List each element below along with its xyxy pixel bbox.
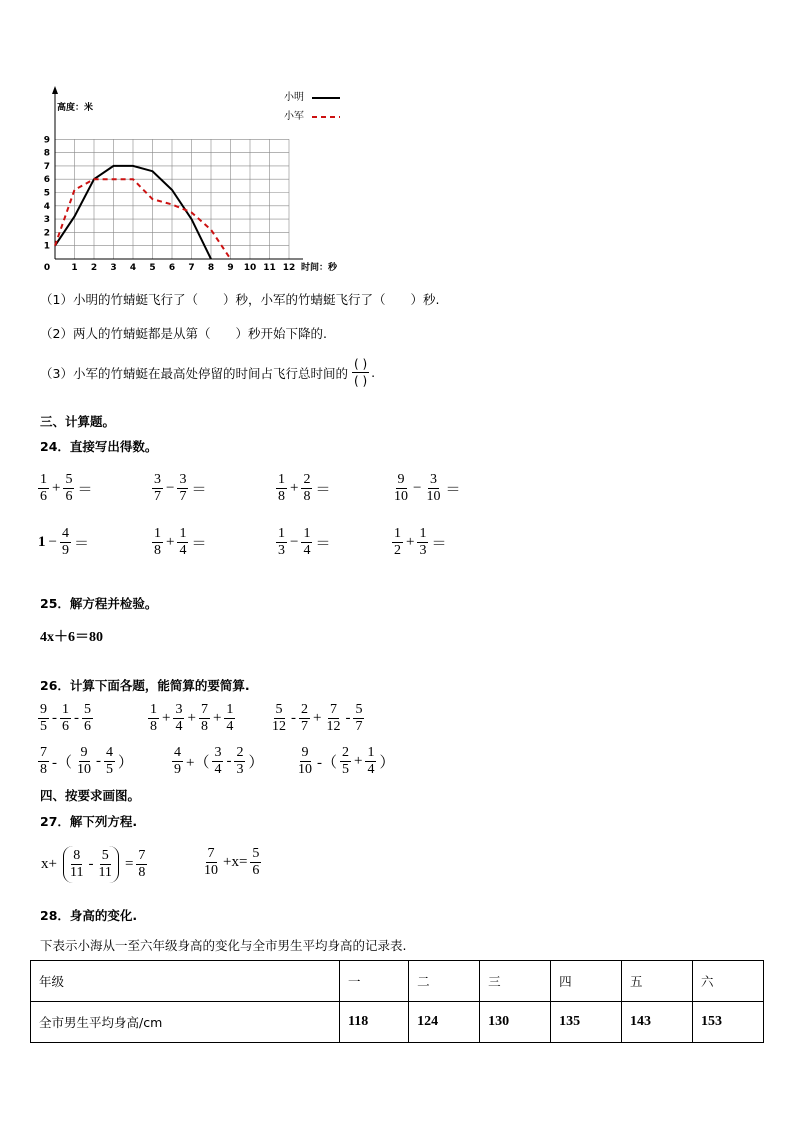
fraction xyxy=(173,702,184,735)
operator: ＝ xyxy=(191,536,207,552)
operator: - xyxy=(74,710,79,726)
denominator: 8 xyxy=(200,719,208,734)
q24-expression xyxy=(152,526,209,559)
operator: ＝ xyxy=(77,482,93,498)
operator: - xyxy=(52,710,57,726)
operator: +（ xyxy=(186,755,210,771)
blank-denominator: ( ) xyxy=(353,374,368,388)
section-3-heading: 三、计算题。 xyxy=(40,414,116,429)
x-tick-label: 5 xyxy=(149,263,156,273)
table-cell: 124 xyxy=(409,1002,480,1043)
x-tick-label: 9 xyxy=(227,263,234,273)
question-26: 26．计算下面各题，能简算的要简算. xyxy=(40,678,250,693)
numerator: 5 xyxy=(275,702,283,717)
fraction xyxy=(276,526,287,559)
denominator: 3 xyxy=(236,762,244,777)
table-cell: 四 xyxy=(551,961,622,1002)
q24-expression xyxy=(392,526,449,559)
q24-expression xyxy=(276,472,333,505)
operator: ＝ xyxy=(315,482,331,498)
operator: + xyxy=(166,534,175,550)
blank-fraction xyxy=(352,356,369,389)
fraction xyxy=(212,745,223,778)
fraction xyxy=(63,472,74,505)
fraction xyxy=(152,526,163,559)
numerator: 5 xyxy=(355,702,363,717)
fraction xyxy=(301,526,312,559)
fraction xyxy=(365,745,376,778)
equation-27-2 xyxy=(202,846,261,879)
fraction xyxy=(424,472,442,505)
x-tick-label: 0 xyxy=(43,263,51,273)
operator: -（ xyxy=(317,755,337,771)
operator: + xyxy=(187,710,196,726)
question-3-end: . xyxy=(371,365,376,380)
fraction xyxy=(392,526,403,559)
numerator: 7 xyxy=(207,846,215,861)
operator: + xyxy=(212,710,222,726)
numerator: 9 xyxy=(80,745,88,760)
denominator: 7 xyxy=(154,489,161,504)
numerator: 4 xyxy=(174,745,181,760)
numerator: 2 xyxy=(301,702,308,717)
x-tick-label: 2 xyxy=(90,263,98,273)
q24-expression xyxy=(38,526,92,559)
denominator: 10 xyxy=(77,762,91,777)
denominator: 7 xyxy=(301,719,308,734)
denominator: 6 xyxy=(252,863,260,878)
x-tick-label: 11 xyxy=(263,263,276,273)
fraction xyxy=(417,526,428,559)
fraction xyxy=(68,848,85,881)
x-axis-label: 时间：秒 xyxy=(301,263,338,273)
denominator: 10 xyxy=(298,762,312,777)
denominator: 12 xyxy=(272,719,286,734)
denominator: 4 xyxy=(179,543,187,558)
numerator: 2 xyxy=(342,745,349,760)
denominator: 5 xyxy=(106,762,113,777)
y-tick-label: 2 xyxy=(43,228,50,239)
denominator: 9 xyxy=(61,543,69,558)
fraction xyxy=(172,745,183,778)
numerator: 4 xyxy=(61,526,69,541)
expression-26-3 xyxy=(270,702,364,735)
operator: - xyxy=(96,753,101,769)
question-28: 28．身高的变化. xyxy=(40,908,138,923)
fraction xyxy=(38,745,49,778)
numerator: 5 xyxy=(65,472,73,487)
denominator: 9 xyxy=(174,762,181,777)
numerator: 1 xyxy=(394,526,401,541)
fraction xyxy=(250,846,261,879)
section-4-heading: 四、按要求画图。 xyxy=(40,788,141,803)
denominator: 4 xyxy=(214,762,222,777)
legend-label-xiaoming: 小明 xyxy=(284,92,304,103)
denominator: 8 xyxy=(40,762,47,777)
operator: ＝ xyxy=(431,536,447,552)
numerator: 4 xyxy=(106,745,113,760)
x-tick-label: 1 xyxy=(71,263,78,273)
y-axis-label: 高度：米 xyxy=(57,103,94,113)
expression-26-1 xyxy=(38,702,93,735)
question-3 xyxy=(40,356,375,389)
x-tick-label: 12 xyxy=(282,263,296,273)
expression-26-6 xyxy=(296,745,397,778)
fraction xyxy=(324,702,342,735)
table-cell: 六 xyxy=(692,961,763,1002)
operator: ＝ xyxy=(445,482,461,498)
numerator: 1 xyxy=(40,472,47,487)
table-cell: 130 xyxy=(480,1002,551,1043)
q24-expression xyxy=(38,472,95,505)
question-27: 27．解下列方程. xyxy=(40,814,138,829)
numerator: 7 xyxy=(329,702,337,717)
y-tick-label: 8 xyxy=(43,148,50,159)
denominator: 3 xyxy=(278,543,285,558)
numerator: 1 xyxy=(179,526,187,541)
fraction xyxy=(299,702,310,735)
numerator: 3 xyxy=(429,472,437,487)
table-cell: 一 xyxy=(340,961,409,1002)
numerator: 1 xyxy=(154,526,161,541)
equation-25: 4x＋6＝80 xyxy=(40,630,103,645)
parenthesized-group xyxy=(63,846,119,883)
operator: − xyxy=(290,534,299,550)
numerator: 1 xyxy=(303,526,311,541)
denominator: 3 xyxy=(419,543,427,558)
fraction xyxy=(38,472,49,505)
denominator: 10 xyxy=(204,863,218,878)
denominator: 4 xyxy=(367,762,375,777)
denominator: 8 xyxy=(303,489,311,504)
numerator: 1 xyxy=(62,702,69,717)
operator: − xyxy=(48,534,57,550)
operator: - xyxy=(345,710,351,726)
fraction xyxy=(301,472,312,505)
numerator: 3 xyxy=(214,745,222,760)
operator: ） xyxy=(248,755,264,771)
table-cell: 二 xyxy=(409,961,480,1002)
fraction xyxy=(270,702,288,735)
y-axis-arrow xyxy=(52,86,58,94)
denominator: 6 xyxy=(84,719,91,734)
operator: − xyxy=(166,480,175,496)
y-tick-label: 3 xyxy=(43,215,50,226)
question-25: 25．解方程并检验。 xyxy=(40,596,158,611)
height-table xyxy=(30,960,764,1043)
table-cell: 年级 xyxy=(31,961,340,1002)
denominator: 11 xyxy=(69,865,84,880)
operator: x+ xyxy=(41,856,57,872)
x-tick-label: 4 xyxy=(129,263,137,273)
denominator: 4 xyxy=(175,719,183,734)
fraction xyxy=(353,702,364,735)
numerator: 1 xyxy=(367,745,375,760)
numerator: 1 xyxy=(150,702,157,717)
legend-label-xiaojun: 小军 xyxy=(284,111,304,122)
fraction xyxy=(104,745,115,778)
fraction xyxy=(224,702,235,735)
denominator: 8 xyxy=(150,719,157,734)
chart-series xyxy=(55,166,231,259)
denominator: 12 xyxy=(326,719,341,734)
fraction xyxy=(136,848,147,881)
table-cell: 135 xyxy=(551,1002,622,1043)
fraction xyxy=(38,702,49,735)
operator: + xyxy=(406,534,415,550)
fraction xyxy=(234,745,245,778)
denominator: 8 xyxy=(138,865,146,880)
denominator: 6 xyxy=(40,489,47,504)
numerator: 7 xyxy=(40,745,47,760)
fraction xyxy=(177,526,188,559)
expression-26-4 xyxy=(38,745,136,778)
operator: -（ xyxy=(52,755,72,771)
denominator: 5 xyxy=(40,719,47,734)
table-cell: 五 xyxy=(622,961,693,1002)
denominator: 8 xyxy=(154,543,161,558)
fraction xyxy=(276,472,287,505)
numerator: 3 xyxy=(179,472,187,487)
question-3-text: （3）小军的竹蜻蜓在最高处停留的时间占飞行总时间的 xyxy=(40,365,348,381)
equation-27-1 xyxy=(38,846,147,883)
fraction xyxy=(96,848,113,881)
table-row xyxy=(31,1002,764,1043)
numerator: 3 xyxy=(175,702,183,717)
y-tick-label: 1 xyxy=(43,241,50,252)
fraction xyxy=(340,745,351,778)
numerator: 7 xyxy=(200,702,208,717)
numerator: 5 xyxy=(84,702,91,717)
operator: ） xyxy=(379,755,395,771)
operator: ＝ xyxy=(73,536,89,552)
denominator: 10 xyxy=(426,489,441,504)
fraction xyxy=(296,745,314,778)
numerator: 1 xyxy=(419,526,427,541)
chart-grid xyxy=(55,139,289,259)
numerator: 2 xyxy=(236,745,244,760)
table-cell: 三 xyxy=(480,961,551,1002)
chart-legend xyxy=(284,90,340,122)
operator: ） xyxy=(118,755,134,771)
expression-26-2 xyxy=(148,702,235,735)
fraction xyxy=(60,526,71,559)
operator: − xyxy=(413,480,422,496)
question-2: （2）两人的竹蜻蜓都是从第（ ）秒开始下降的. xyxy=(40,326,327,341)
expression-26-5 xyxy=(172,745,266,778)
operator: +x= xyxy=(223,854,248,870)
y-tick-label: 5 xyxy=(43,188,50,199)
table-header-row xyxy=(31,961,764,1002)
x-tick-label: 8 xyxy=(207,263,215,273)
question-24: 24．直接写出得数。 xyxy=(40,439,158,454)
fraction xyxy=(177,472,188,505)
denominator: 10 xyxy=(394,489,408,504)
operator: - xyxy=(88,856,94,872)
numerator: 9 xyxy=(301,745,309,760)
numerator: 3 xyxy=(154,472,161,487)
fraction xyxy=(152,472,163,505)
y-tick-label: 7 xyxy=(43,161,50,172)
operator: + xyxy=(290,480,299,496)
numerator: 1 xyxy=(278,472,285,487)
table-cell: 143 xyxy=(622,1002,693,1043)
numerator: 9 xyxy=(40,702,47,717)
x-tick-label: 7 xyxy=(188,263,195,273)
numerator: 8 xyxy=(73,848,81,863)
fraction xyxy=(82,702,93,735)
operator: + xyxy=(162,710,171,726)
operator: - xyxy=(291,710,296,726)
q24-expression xyxy=(152,472,209,505)
operator: + xyxy=(354,753,363,769)
blank-numerator: ( ) xyxy=(353,357,368,371)
q24-expression xyxy=(392,472,463,505)
operator: - xyxy=(226,753,232,769)
x-tick-label: 3 xyxy=(110,263,117,273)
operator: + xyxy=(313,710,322,726)
fraction xyxy=(148,702,159,735)
x-tick-label: 10 xyxy=(243,263,257,273)
table-cell: 118 xyxy=(340,1002,409,1043)
y-tick-label: 9 xyxy=(43,135,50,146)
question-28-description: 下表示小海从一至六年级身高的变化与全市男生平均身高的记录表. xyxy=(40,938,407,953)
table-cell: 全市男生平均身高/cm xyxy=(31,1002,340,1043)
fraction xyxy=(199,702,210,735)
denominator: 7 xyxy=(355,719,363,734)
denominator: 4 xyxy=(303,543,311,558)
y-tick-label: 4 xyxy=(43,201,50,212)
denominator: 6 xyxy=(65,489,73,504)
fraction xyxy=(202,846,220,879)
flight-chart xyxy=(30,82,360,277)
q24-expression xyxy=(276,526,333,559)
numerator: 1 xyxy=(278,526,285,541)
y-tick-label: 6 xyxy=(43,175,50,186)
denominator: 8 xyxy=(278,489,285,504)
denominator: 11 xyxy=(98,865,112,880)
operator: = xyxy=(124,856,134,872)
operator: 1 xyxy=(38,534,46,550)
question-1: （1）小明的竹蜻蜓飞行了（ ）秒，小军的竹蜻蜓飞行了（ ）秒. xyxy=(40,292,440,307)
operator: ＝ xyxy=(191,482,207,498)
denominator: 6 xyxy=(62,719,69,734)
denominator: 2 xyxy=(394,543,401,558)
fraction xyxy=(392,472,410,505)
denominator: 5 xyxy=(342,762,349,777)
numerator: 1 xyxy=(226,702,234,717)
numerator: 7 xyxy=(138,848,146,863)
fraction xyxy=(60,702,71,735)
numerator: 5 xyxy=(101,848,109,863)
operator: ＝ xyxy=(315,536,331,552)
numerator: 2 xyxy=(303,472,311,487)
fraction xyxy=(75,745,93,778)
operator: + xyxy=(52,480,61,496)
table-cell: 153 xyxy=(692,1002,763,1043)
denominator: 7 xyxy=(179,489,187,504)
x-tick-label: 6 xyxy=(168,263,176,273)
numerator: 9 xyxy=(397,472,405,487)
numerator: 5 xyxy=(252,846,260,861)
denominator: 4 xyxy=(226,719,234,734)
